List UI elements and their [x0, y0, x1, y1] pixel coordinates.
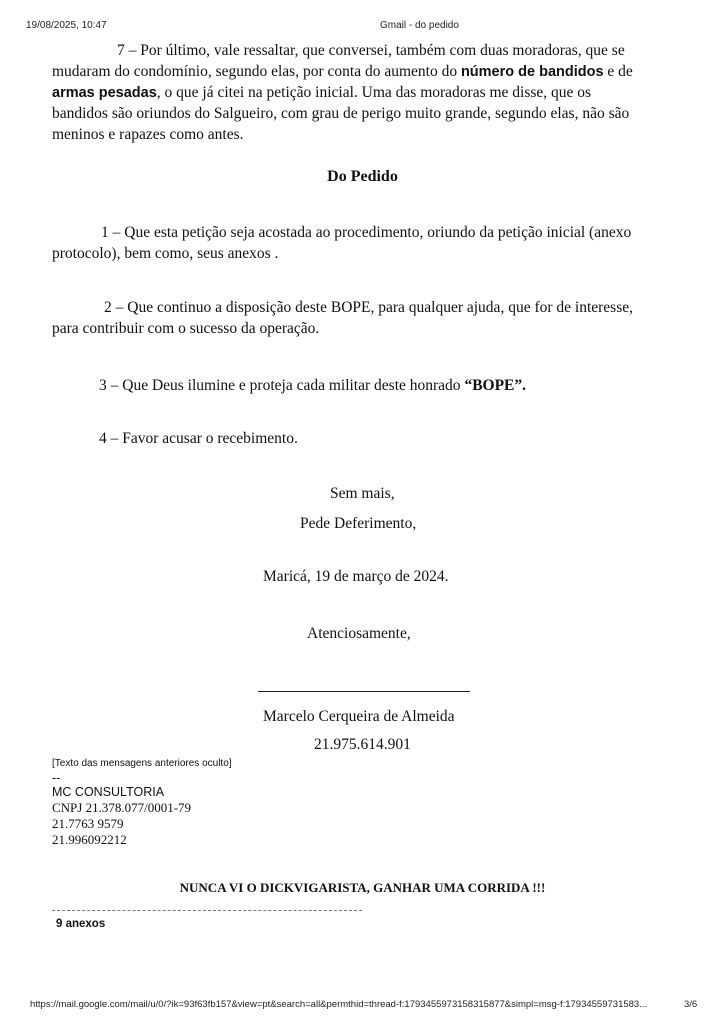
- closing-pede-deferimento: Pede Deferimento,: [300, 515, 417, 532]
- item-4: 4 – Favor acusar o recebimento.: [99, 430, 298, 447]
- paragraph-7-line-4: bandidos são oriundos do Salgueiro, com grau de perigo muito grande, segundo elas, não são: [52, 105, 630, 122]
- item-3: [99, 375, 526, 396]
- hidden-messages-note[interactable]: [Texto das mensagens anteriores oculto]: [52, 758, 232, 769]
- paragraph-7-line-2: [52, 61, 633, 83]
- signature-name: Marcelo Cerqueira de Almeida: [263, 708, 455, 725]
- print-page-title: Gmail - do pedido: [380, 20, 459, 31]
- item-2-line-2: para contribuir com o sucesso da operação.: [52, 320, 320, 337]
- slogan: NUNCA VI O DICKVIGARISTA, GANHAR UMA CORRIDA !!!: [179, 880, 546, 895]
- paragraph-7-line-1: 7 – Por último, vale ressaltar, que conversei, também com duas moradoras, que se: [117, 42, 625, 59]
- email-signature-cnpj: CNPJ 21.378.077/0001-79: [52, 800, 192, 815]
- footer-url: https://mail.google.com/mail/u/0/?ik=93f63fb157&view=pt&search=all&permthid=thread-f:1793455973158315877&simpl=msg-f:17934559731583...: [30, 999, 648, 1010]
- closing-sem-mais: Sem mais,: [330, 485, 395, 502]
- footer-page-number: 3/6: [684, 999, 698, 1010]
- attachments-divider: [52, 910, 362, 911]
- item-3-text: 3 – Que Deus ilumine e proteja cada militar deste honrado: [99, 377, 465, 394]
- paragraph-7-text: e de: [603, 63, 633, 80]
- paragraph-7-text: mudaram do condomínio, segundo elas, por conta do aumento do: [52, 63, 461, 80]
- print-datetime: 19/08/2025, 10:47: [26, 20, 107, 31]
- email-signature-phone-1: 21.7763 9579: [52, 816, 124, 831]
- item-3-bold: “BOPE”.: [464, 377, 527, 394]
- signature-line: [258, 691, 470, 692]
- paragraph-7-line-3: [52, 82, 591, 104]
- signature-phone: 21.975.614.901: [314, 736, 411, 753]
- item-1-line-2: protocolo), bem como, seus anexos .: [52, 245, 279, 262]
- email-signature-phone-2: 21.996092212: [52, 832, 127, 847]
- section-title: Do Pedido: [327, 168, 398, 185]
- closing-regards: Atenciosamente,: [307, 625, 411, 642]
- paragraph-7-text: , o que já citei na petição inicial. Uma das moradoras me disse, que os: [156, 84, 592, 101]
- attachments-label[interactable]: 9 anexos: [56, 918, 106, 930]
- emphasis-armas: armas pesadas: [52, 85, 157, 101]
- place-date: Maricá, 19 de março de 2024.: [263, 568, 449, 585]
- item-2-line-1: 2 – Que continuo a disposição deste BOPE, para qualquer ajuda, que for de interesse,: [104, 299, 633, 316]
- paragraph-7-line-5: meninos e rapazes como antes.: [52, 126, 244, 143]
- emphasis-bandidos: número de bandidos: [460, 64, 604, 80]
- email-signature-dashes: --: [52, 771, 61, 785]
- item-1-line-1: 1 – Que esta petição seja acostada ao procedimento, oriundo da petição inicial (anexo: [101, 224, 632, 241]
- email-signature-company: MC CONSULTORIA: [52, 785, 165, 799]
